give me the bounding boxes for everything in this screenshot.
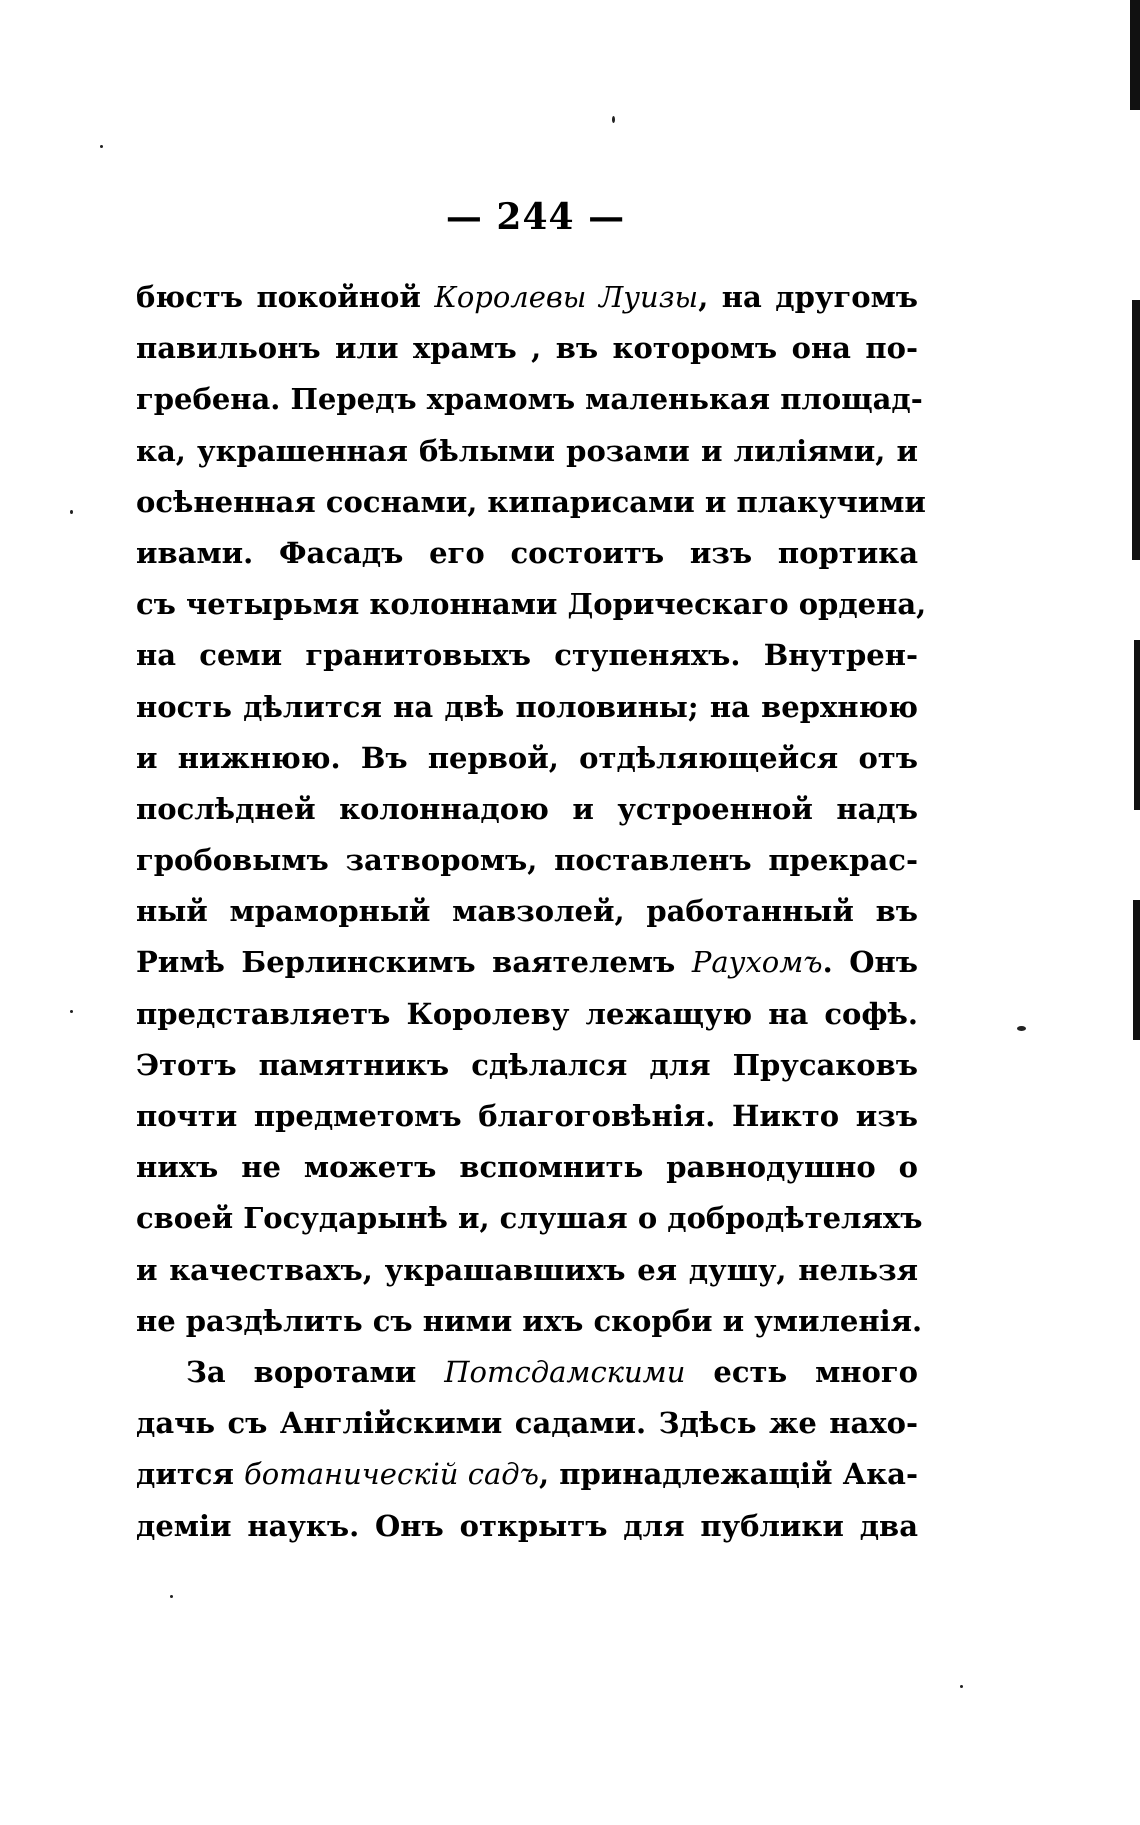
text-line bbox=[136, 1193, 923, 1244]
italic-text-run: Потсдамскими bbox=[444, 1354, 686, 1389]
text-run: есть много bbox=[685, 1354, 918, 1389]
text-run: гробовымъ затворомъ, поставленъ прекрас- bbox=[136, 843, 918, 878]
scan-speck bbox=[612, 116, 615, 123]
text-line bbox=[136, 682, 918, 733]
text-line bbox=[136, 1347, 918, 1398]
text-line bbox=[136, 1449, 918, 1500]
text-run: представляетъ Королеву лежащую на софѣ. bbox=[136, 996, 918, 1031]
text-run: съ четырьмя колоннами Дорическаго ордена, bbox=[136, 587, 927, 622]
text-line bbox=[136, 1398, 918, 1449]
text-line bbox=[136, 374, 923, 425]
text-line bbox=[136, 937, 918, 988]
text-line bbox=[136, 1040, 918, 1091]
text-line bbox=[136, 426, 918, 477]
italic-text-run: Королевы Луизы bbox=[434, 280, 699, 314]
text-line bbox=[136, 733, 918, 784]
italic-text-run: ботаническій садъ bbox=[244, 1457, 539, 1492]
text-line bbox=[136, 272, 918, 323]
text-run: на семи гранитовыхъ ступеняхъ. Внутрен- bbox=[136, 638, 918, 673]
text-run: Римѣ Берлинскимъ ваятелемъ bbox=[136, 945, 692, 980]
text-line bbox=[136, 1142, 918, 1193]
page-edge-shadow bbox=[1130, 0, 1140, 110]
text-line bbox=[136, 886, 918, 937]
text-run: , на другомъ bbox=[698, 280, 919, 314]
page-edge-shadow bbox=[1132, 300, 1140, 560]
text-run: своей Государынѣ и, слушая о добродѣтеляхъ bbox=[136, 1201, 923, 1236]
text-line bbox=[136, 1091, 918, 1142]
scan-speck bbox=[70, 1010, 73, 1013]
text-line bbox=[136, 1501, 918, 1552]
text-run: почти предметомъ благоговѣнія. Никто изъ bbox=[136, 1099, 918, 1133]
text-run: гребена. Передъ храмомъ маленькая площад- bbox=[136, 382, 923, 417]
page-edge-shadow bbox=[1134, 640, 1140, 810]
text-line bbox=[136, 784, 918, 835]
text-run: и качествахъ, украшавшихъ ея душу, нельзя bbox=[136, 1252, 918, 1287]
text-line bbox=[136, 835, 918, 886]
scan-speck bbox=[70, 510, 73, 514]
text-run: бюстъ покойной bbox=[136, 280, 435, 314]
text-line bbox=[136, 528, 918, 579]
text-line bbox=[136, 1245, 918, 1296]
text-run: павильонъ или храмъ , въ которомъ она по- bbox=[136, 331, 918, 366]
italic-text-run: Раухомъ bbox=[691, 945, 823, 980]
text-run: Этотъ памятникъ сдѣлался для Прусаковъ bbox=[136, 1047, 918, 1082]
body-text bbox=[136, 272, 927, 1552]
scan-speck bbox=[960, 1685, 963, 1688]
text-line bbox=[136, 579, 927, 630]
text-run: , принадлежащій Ака- bbox=[538, 1457, 918, 1492]
text-run: дачь съ Англійскими садами. Здѣсь же нахо- bbox=[136, 1406, 918, 1441]
text-line bbox=[136, 630, 918, 681]
text-run: ивами. Фасадъ его состоитъ изъ портика bbox=[136, 535, 918, 570]
text-line bbox=[136, 989, 918, 1040]
text-line bbox=[136, 323, 918, 374]
text-run: деміи наукъ. Онъ открытъ для публики два bbox=[136, 1508, 918, 1543]
text-run: нихъ не можетъ вспомнить равнодушно о bbox=[136, 1150, 918, 1185]
text-line bbox=[136, 477, 926, 528]
text-run: За воротами bbox=[186, 1354, 445, 1389]
text-run: ность дѣлится на двѣ половины; на верхнюю bbox=[136, 689, 918, 724]
text-run: осѣненная соснами, кипарисами и плакучими bbox=[136, 484, 926, 519]
scan-speck bbox=[100, 145, 103, 148]
scan-speck bbox=[170, 1595, 173, 1598]
text-run: ка, украшенная бѣлыми розами и лиліями, и bbox=[136, 433, 918, 468]
text-line bbox=[136, 1296, 923, 1347]
scan-speck bbox=[1017, 1026, 1026, 1031]
page-edge-shadow bbox=[1133, 900, 1140, 1040]
text-run: дится bbox=[136, 1457, 245, 1492]
page-number: — 244 — bbox=[445, 196, 626, 238]
text-run: не раздѣлить съ ними ихъ скорби и умиленія. bbox=[136, 1303, 923, 1338]
text-run: ный мраморный мавзолей, работанный въ bbox=[136, 894, 918, 929]
text-run: и нижнюю. Въ первой, отдѣляющейся отъ bbox=[136, 740, 918, 775]
text-run: послѣдней колоннадою и устроенной надъ bbox=[136, 791, 918, 826]
text-run: . Онъ bbox=[822, 945, 918, 980]
